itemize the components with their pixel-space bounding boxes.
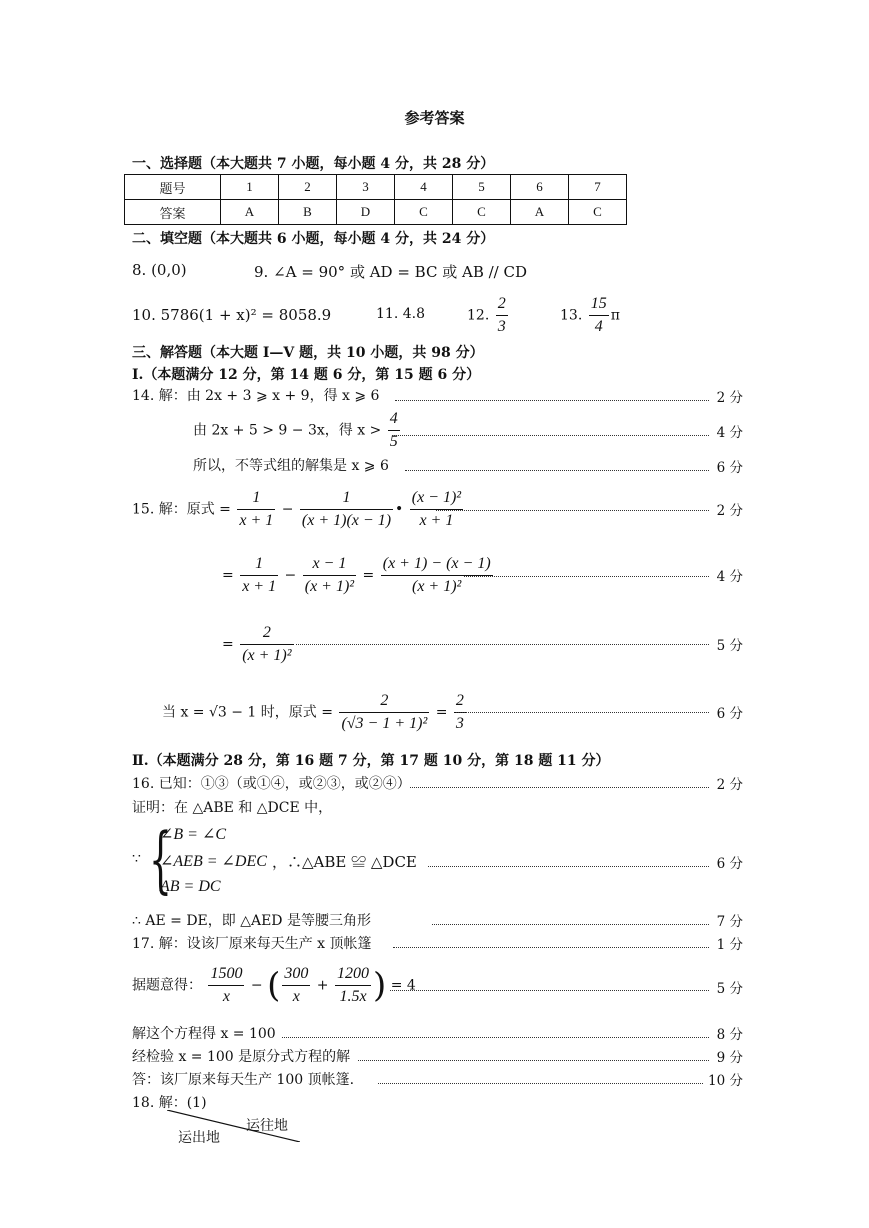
table-cell: 2 — [279, 175, 337, 200]
score: 2 分 — [716, 503, 743, 519]
answer-q11: 11. 4.8 — [376, 306, 425, 322]
score: 1 分 — [716, 937, 743, 953]
table-row-header: 运出地 — [178, 1130, 220, 1146]
dot-leader — [393, 947, 709, 948]
q16-system-3: AB = DC — [160, 878, 221, 895]
score: 2 分 — [716, 390, 743, 406]
fraction: $\frac{2}{\text{(√3 − 1 + 1)²}}$ — [341, 692, 428, 732]
answer-q9: 9. ∠A = 90° 或 AD = BC 或 AB // CD — [254, 263, 527, 281]
table-cell: 5 — [453, 175, 511, 200]
q16-system-1: ∠B = ∠C — [160, 826, 227, 843]
answer-q8: 8. (0,0) — [132, 261, 187, 279]
table-cell: 7 — [569, 175, 627, 200]
section-3-heading: 三、解答题（本大题 Ⅰ—Ⅴ 题，共 10 小题，共 98 分） — [132, 345, 484, 361]
dot-leader — [395, 400, 709, 401]
score: 4 分 — [716, 569, 743, 585]
score: 10 分 — [708, 1073, 743, 1089]
dot-leader — [464, 576, 709, 577]
part-2-heading: Ⅱ.（本题满分 28 分，第 16 题 7 分，第 17 题 10 分，第 18 题 11 分） — [132, 753, 610, 769]
fraction: $\frac{1}{x + 1}$ — [242, 555, 277, 595]
table-row — [125, 200, 627, 225]
q17-line-5: 答：该厂原来每天生产 100 顶帐篷. — [132, 1072, 355, 1088]
dot-leader — [436, 510, 709, 511]
fraction: $\frac{2}{3}$ — [497, 295, 506, 335]
fraction: $\frac{\text{(x − 1)²}}{x + 1}$ — [411, 489, 462, 529]
table-cell: 4 — [395, 175, 453, 200]
answer-q10: 10. 5786(1 + x)² = 8058.9 — [132, 306, 332, 324]
table-row-label: 题号 — [125, 175, 221, 200]
page-title: 参考答案 — [404, 109, 465, 127]
table-cell: 6 — [511, 175, 569, 200]
table-row — [125, 175, 627, 200]
q15-line-1: 15. 解：原式 = $\frac{1}{x + 1}$ − $\frac{1}{(x + 1)(x - 1)}$ • $\frac{\text{(x − 1)²}}{x + 1}$ — [132, 487, 465, 532]
table-cell: 3 — [337, 175, 395, 200]
q14-line-2: 由 2x + 5 > 9 − 3x，得 x > $\frac{4}{5}$ — [193, 408, 402, 453]
score: 5 分 — [716, 638, 743, 654]
score: 5 分 — [716, 981, 743, 997]
fraction: $\frac{2}{3}$ — [455, 692, 464, 732]
dot-leader — [282, 1037, 709, 1038]
score: 6 分 — [716, 856, 743, 872]
fraction: $\frac{1500}{x}$ — [210, 965, 243, 1005]
q15-line-3: = $\frac{2}{\text{(x + 1)²}}$ — [222, 622, 296, 667]
part-1-heading: Ⅰ.（本题满分 12 分，第 14 题 6 分，第 15 题 6 分） — [132, 367, 481, 383]
choice-answer-table — [124, 174, 627, 225]
dot-leader — [358, 1060, 709, 1061]
table-cell: C — [395, 200, 453, 225]
q17-line-1: 17. 解：设该厂原来每天生产 x 顶帐篷 — [132, 936, 372, 952]
fraction: $\frac{2}{\text{(x + 1)²}}$ — [242, 624, 292, 664]
q16-line-1: 16. 已知：①③（或①④，或②③，或②④） — [132, 776, 411, 792]
table-cell: 1 — [221, 175, 279, 200]
question-number: 12. — [467, 307, 490, 324]
dot-leader — [432, 924, 709, 925]
table-cell: A — [511, 200, 569, 225]
dot-leader — [392, 435, 709, 436]
dot-leader — [378, 1083, 703, 1084]
dot-leader — [296, 644, 709, 645]
q14-line-1: 14. 解：由 2x + 3 ⩾ x + 9，得 x ⩾ 6 — [132, 388, 380, 404]
dot-leader — [405, 470, 709, 471]
table-cell: C — [453, 200, 511, 225]
fraction: $\frac{(x + 1) - (x - 1)}{\text{(x + 1)²}}$ — [382, 555, 491, 595]
table-cell: C — [569, 200, 627, 225]
answer-q13: 13. $\frac{15}{4}$ π — [560, 293, 620, 338]
q16-line-2: 证明：在 △ABE 和 △DCE 中， — [132, 800, 333, 816]
section-1-heading: 一、选择题（本大题共 7 小题，每小题 4 分，共 28 分） — [132, 156, 495, 172]
answer-q12 — [467, 293, 510, 338]
q17-line-3: 解这个方程得 x = 100 — [132, 1026, 276, 1042]
table-cell: A — [221, 200, 279, 225]
table-col-header: 运往地 — [246, 1118, 288, 1134]
fraction: $\frac{1200}{1.5x}$ — [337, 965, 369, 1005]
q14-line-3: 所以，不等式组的解集是 x ⩾ 6 — [193, 458, 389, 474]
dot-leader — [410, 787, 709, 788]
q15-line-4: 当 x = √3 − 1 时，原式 = $\frac{2}{\text{(√3 − 1 + 1)²}}$ = $\frac{2}{3}$ — [162, 690, 468, 735]
fraction: $\frac{x - 1}{\text{(x + 1)²}}$ — [304, 555, 355, 595]
q16-conclusion: ，∴△ABE ≌ △DCE — [272, 853, 417, 871]
score: 2 分 — [716, 777, 743, 793]
q15-line-2: = $\frac{1}{x + 1}$ − $\frac{x - 1}{\text{(x + 1)²}}$ = $\frac{(x + 1) - (x - 1)}{\text{(x + 1)²}}$ — [222, 553, 495, 598]
because-symbol: ∵ — [132, 851, 141, 867]
table-cell: B — [279, 200, 337, 225]
q17-equation: 据题意得： $\frac{1500}{x}$ − ( $\frac{300}{x}$ + $\frac{1200}{1.5x}$ ) = 4 — [132, 963, 416, 1008]
score: 8 分 — [716, 1027, 743, 1043]
q18-line-1: 18. 解：(1) — [132, 1095, 207, 1111]
dot-leader — [390, 990, 709, 991]
fraction: $\frac{1}{(x + 1)(x - 1)}$ — [301, 489, 392, 529]
fraction: $\frac{15}{4}$ — [590, 295, 607, 335]
question-number: 13. — [560, 307, 583, 324]
fraction: $\frac{300}{x}$ — [284, 965, 309, 1005]
score: 7 分 — [716, 914, 743, 930]
q17-line-4: 经检验 x = 100 是原分式方程的解 — [132, 1049, 351, 1065]
dot-leader — [428, 866, 709, 867]
q16-final: ∴ AE = DE，即 △AED 是等腰三角形 — [132, 913, 371, 929]
table-row-label: 答案 — [125, 200, 221, 225]
fraction: $\frac{1}{x + 1}$ — [239, 489, 274, 529]
score: 9 分 — [716, 1050, 743, 1066]
score: 6 分 — [716, 706, 743, 722]
dot-leader — [456, 712, 709, 713]
section-2-heading: 二、填空题（本大题共 6 小题，每小题 4 分，共 24 分） — [132, 231, 495, 247]
system-brace: { — [149, 817, 172, 901]
table-cell: D — [337, 200, 395, 225]
score: 6 分 — [716, 460, 743, 476]
fraction: $\frac{4}{5}$ — [389, 410, 398, 450]
q16-system-2: ∠AEB = ∠DEC — [160, 853, 267, 870]
score: 4 分 — [716, 425, 743, 441]
